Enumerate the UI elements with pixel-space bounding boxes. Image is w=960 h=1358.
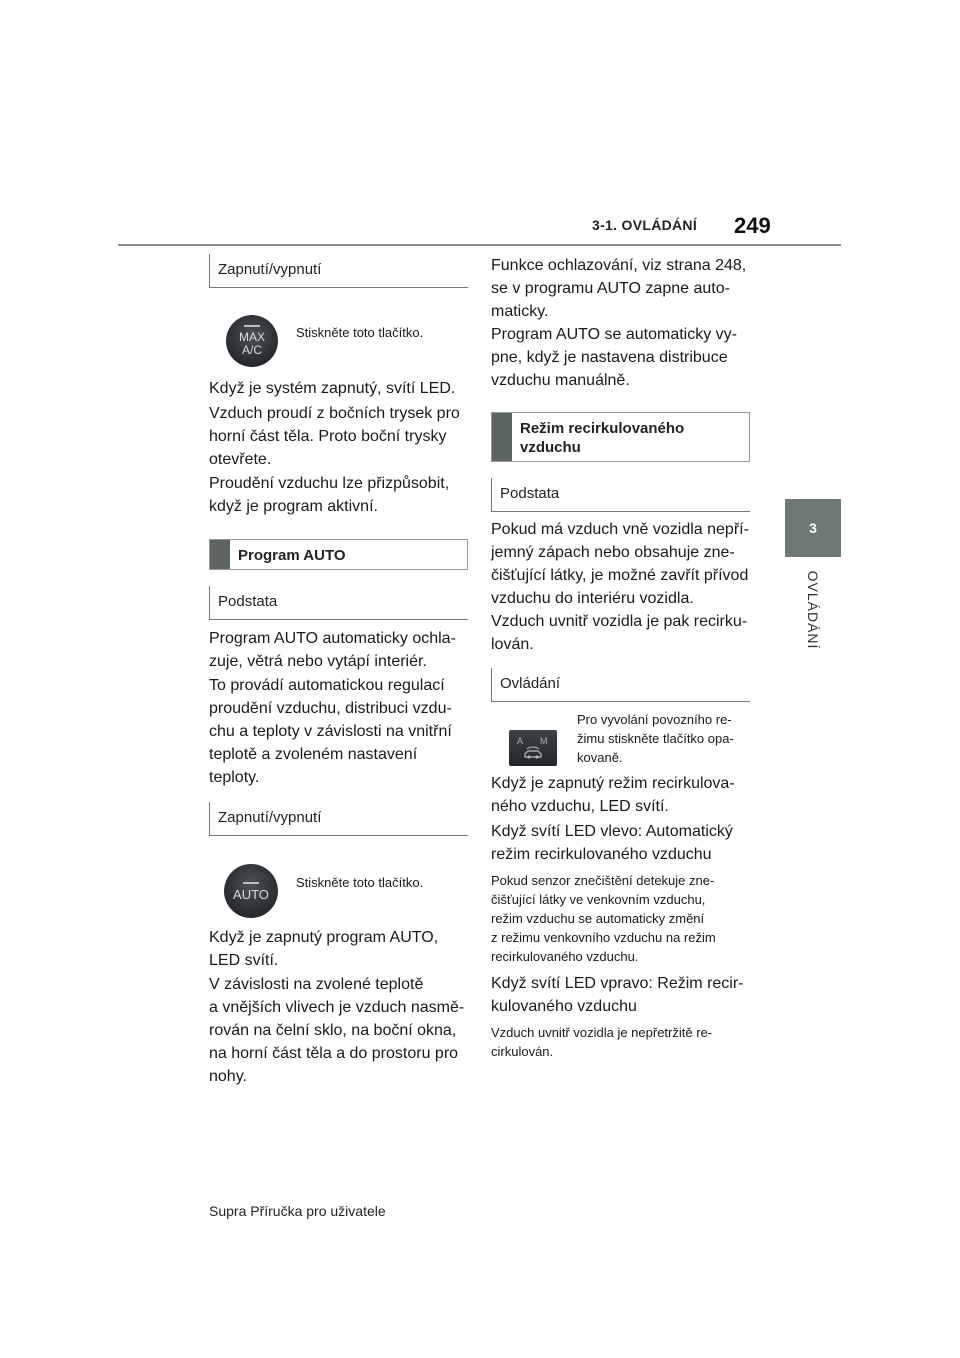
subheading-on-off-1: Zapnutí/vypnutí: [209, 254, 468, 288]
line: rován na čelní sklo, na boční okna,: [209, 1022, 457, 1039]
section-heading-recirculation: [491, 412, 750, 462]
subheading-on-off-2: Zapnutí/vypnutí: [209, 802, 468, 836]
line: režim recirkulovaného vzduchu: [491, 846, 712, 863]
auto-label: AUTO: [233, 886, 269, 902]
recirc-label-a: A: [517, 736, 524, 746]
line: teplotě a zvoleném nastavení: [209, 746, 418, 763]
line: Když je zapnutý režim recirkulova-: [491, 775, 735, 792]
chapter-tab-number: [785, 499, 841, 557]
heading-bar: [210, 540, 230, 569]
paragraph: [209, 472, 471, 518]
paragraph: [209, 926, 471, 972]
line: vzduchu manuálně.: [491, 372, 630, 389]
recirc-label-m: M: [540, 736, 548, 746]
line: Pro vyvolání povozního re-: [577, 712, 732, 727]
line: zuje, větrá nebo vytápí interiér.: [209, 653, 427, 670]
line: když je program aktivní.: [209, 498, 378, 515]
line: čišťující látky, je možné zavřít přívod: [491, 567, 749, 584]
subheading-essence: Podstata: [209, 586, 468, 620]
line: kulovaného vzduchu: [491, 998, 637, 1015]
line: teploty.: [209, 769, 260, 786]
max-ac-button-icon: [226, 315, 278, 367]
line: žimu stiskněte tlačítko opa-: [577, 731, 734, 746]
paragraph: [209, 973, 471, 1088]
line: režim vzduchu se automaticky změní: [491, 911, 705, 926]
paragraph: [491, 772, 753, 818]
line: jemný zápach nebo obsahuje zne-: [491, 544, 735, 561]
line: V závislosti na zvolené teplotě: [209, 976, 424, 993]
paragraph: [209, 627, 471, 673]
line: proudění vzduchu, distribuci vzdu-: [209, 700, 452, 717]
line: se v programu AUTO zapne auto-: [491, 280, 730, 297]
paragraph: [209, 402, 471, 471]
note-paragraph: [491, 1023, 753, 1061]
line: čišťující látky ve venkovním vzduchu,: [491, 892, 706, 907]
subheading-control: Ovládání: [491, 668, 750, 702]
paragraph: [491, 518, 753, 656]
line: cirkulován.: [491, 1044, 554, 1059]
line: Režim recirkulovaného: [520, 420, 685, 437]
line: na horní část těla a do prostoru pro: [209, 1045, 459, 1062]
led-indicator: [244, 325, 260, 327]
line: Program AUTO automaticky ochla-: [209, 630, 456, 647]
line: Vzduch uvnitř vozidla je nepřetržitě re-: [491, 1025, 713, 1040]
line: Pokud senzor znečištění detekuje zne-: [491, 873, 715, 888]
auto-button-icon: [224, 864, 278, 918]
paragraph: [209, 674, 471, 789]
car-recirculation-icon: [522, 746, 544, 760]
line: LED svítí.: [209, 952, 279, 969]
chapter-number: 3: [809, 520, 817, 536]
heading-bar: [492, 413, 512, 461]
line: nohy.: [209, 1068, 247, 1085]
led-indicator: [243, 882, 259, 884]
line: Když svítí LED vpravo: Režim recir-: [491, 975, 744, 992]
line: horní část těla. Proto boční trysky: [209, 428, 447, 445]
line: otevřete.: [209, 451, 272, 468]
line: z režimu venkovního vzduchu na režim: [491, 930, 716, 945]
line: Program AUTO se automaticky vy-: [491, 326, 737, 343]
line: ného vzduchu, LED svítí.: [491, 798, 669, 815]
max-ac-label-2: A/C: [241, 343, 262, 357]
paragraph: [491, 254, 753, 323]
line: chu a teploty v závislosti na vnitřní: [209, 723, 452, 740]
section-title: 3-1. OVLÁDÁNÍ: [592, 217, 698, 233]
line: To provádí automatickou regulací: [209, 677, 445, 694]
line: Když je zapnutý program AUTO,: [209, 929, 439, 946]
line: vzduchu do interiéru vozidla.: [491, 590, 694, 607]
line: pne, když je nastavena distribuce: [491, 349, 728, 366]
max-ac-caption: Stiskněte toto tlačítko.: [296, 325, 424, 340]
paragraph: [491, 820, 753, 866]
line: Když svítí LED vlevo: Automatický: [491, 823, 733, 840]
paragraph: [491, 323, 753, 392]
auto-caption: Stiskněte toto tlačítko.: [296, 875, 424, 890]
line: Proudění vzduchu lze přizpůsobit,: [209, 475, 450, 492]
note-paragraph: [491, 871, 753, 966]
recirculation-button-icon: [509, 730, 557, 766]
line: recirkulovaného vzduchu.: [491, 949, 639, 964]
chapter-tab-label: [785, 572, 841, 652]
max-ac-label-1: MAX: [238, 330, 265, 344]
chapter-label: OVLÁDÁNÍ: [805, 570, 821, 650]
heading-text: [512, 413, 690, 461]
paragraph: [491, 972, 753, 1018]
heading-text: Program AUTO: [238, 547, 346, 564]
line: Funkce ochlazování, viz strana 248,: [491, 257, 747, 274]
footer-title: Supra Příručka pro uživatele: [209, 1203, 386, 1219]
header-rule: [118, 244, 841, 246]
subheading-essence: Podstata: [491, 478, 750, 512]
line: Vzduch uvnitř vozidla je pak recirku-: [491, 613, 748, 630]
line: lován.: [491, 636, 534, 653]
line: kovaně.: [577, 750, 623, 765]
section-heading-program-auto: [209, 539, 468, 570]
line: Pokud má vzduch vně vozidla nepří-: [491, 521, 749, 538]
paragraph: Když je systém zapnutý, svítí LED.: [209, 380, 456, 397]
line: maticky.: [491, 303, 549, 320]
line: vzduchu: [520, 439, 581, 456]
recirculation-caption: [577, 710, 752, 767]
line: Vzduch proudí z bočních trysek pro: [209, 405, 460, 422]
line: a vnějších vlivech je vzduch nasmě-: [209, 999, 465, 1016]
page-number: 249: [734, 213, 771, 238]
